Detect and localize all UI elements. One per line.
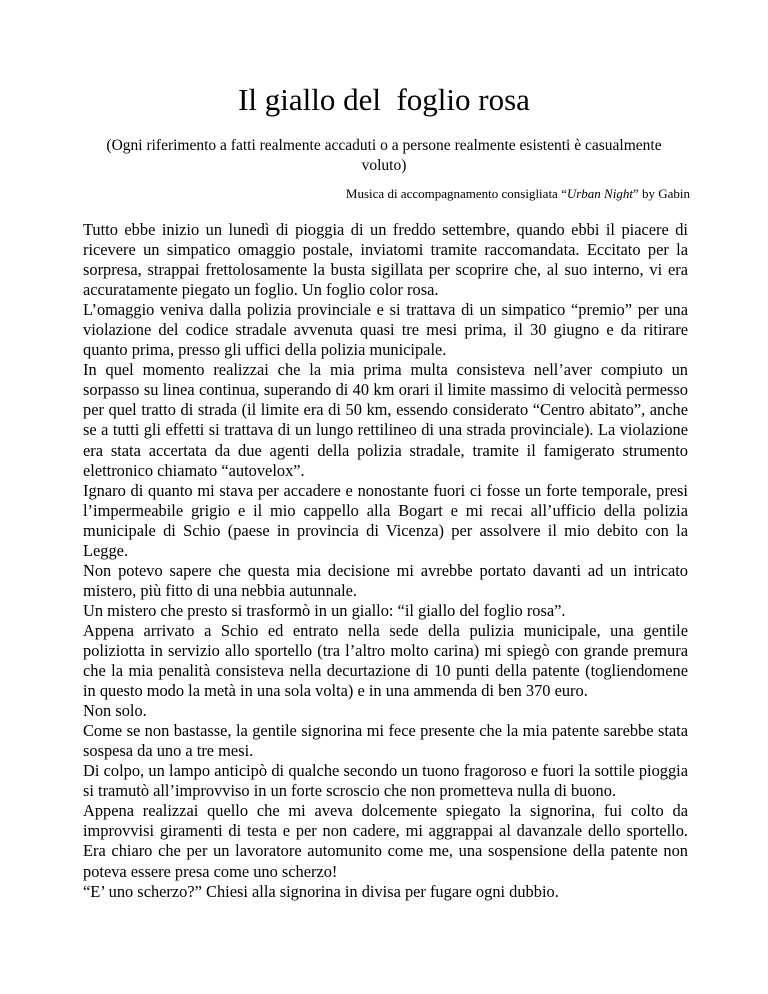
document-body bbox=[83, 220, 688, 902]
paragraph: In quel momento realizzai che la mia prima multa consisteva nell’aver compiuto un sorpasso su linea continua, superando di 40 km orari il limite massimo di velocità permesso per quel tratto di strada (il limite era di 50 km, essendo considerato “Centro abitato”, anche se a tutti gli effetti si trattava di un lungo rettilineo di una strada provinciale). La violazione era stata accertata da due agenti della polizia stradale, tramite il famigerato strumento elettronico chiamato “autovelox”. bbox=[83, 360, 688, 480]
music-recommendation bbox=[346, 185, 690, 203]
document-subtitle: (Ogni riferimento a fatti realmente accaduti o a persone realmente esistenti è casualmente voluto) bbox=[106, 137, 662, 174]
paragraph: Ignaro di quanto mi stava per accadere e nonostante fuori ci fosse un forte temporale, presi l’impermeabile grigio e il mio cappello alla Bogart e mi recai all’ufficio della polizia municipale di Schio (paese in provincia di Vicenza) per assolvere il mio debito con la Legge. bbox=[83, 480, 688, 560]
music-song-title: Urban Night bbox=[566, 186, 633, 201]
paragraph: Appena realizzai quello che mi aveva dolcemente spiegato la signorina, fui colto da improvvisi giramenti di testa e per non cadere, mi aggrappai al davanzale dello sportello. Era chiaro che per un lavoratore automunito come me, una sospensione della patente non poteva essere presa come uno scherzo! bbox=[83, 801, 688, 881]
paragraph: Di colpo, un lampo anticipò di qualche secondo un tuono fragoroso e fuori la sottile pioggia si tramutò all’improvviso in un forte scroscio che non prometteva nulla di buono. bbox=[83, 761, 688, 801]
paragraph: Non potevo sapere che questa mia decisione mi avrebbe portato davanti ad un intricato mistero, più fitto di una nebbia autunnale. bbox=[83, 560, 688, 600]
paragraph: Come se non bastasse, la gentile signorina mi fece presente che la mia patente sarebbe stata sospesa da uno a tre mesi. bbox=[83, 721, 688, 761]
document-title: Il giallo del foglio rosa bbox=[238, 82, 530, 117]
music-prefix: Musica di accompagnamento consigliata “ bbox=[345, 186, 567, 201]
paragraph: “E’ uno scherzo?” Chiesi alla signorina in divisa per fugare ogni dubbio. bbox=[83, 881, 559, 901]
paragraph: L’omaggio veniva dalla polizia provinciale e si trattava di un simpatico “premio” per una violazione del codice stradale avvenuta quasi tre mesi prima, il 30 giugno e da ritirare quanto prima, presso gli uffici della polizia municipale. bbox=[83, 300, 688, 360]
paragraph: Un mistero che presto si trasformò in un giallo: “il giallo del foglio rosa”. bbox=[83, 600, 566, 620]
paragraph: Appena arrivato a Schio ed entrato nella sede della pulizia municipale, una gentile poliziotta in servizio allo sportello (tra l’altro molto carina) mi spiegò con grande premura che la mia penalità consisteva nella decurtazione di 10 punti della patente (togliendomene in questo modo la metà in una sola volta) e in una ammenda di ben 370 euro. bbox=[83, 620, 688, 701]
music-suffix: ” by Gabin bbox=[632, 186, 690, 201]
paragraph: Tutto ebbe inizio un lunedì di pioggia di un freddo settembre, quando ebbi il piacere di ricevere un simpatico omaggio postale, inviatomi tramite raccomandata. Eccitato per la sorpresa, strappai frettolosamente la busta sigillata per scoprire che, al suo interno, vi era accuratamente piegato un foglio. Un foglio color rosa. bbox=[83, 220, 688, 300]
paragraph: Non solo. bbox=[83, 701, 147, 721]
